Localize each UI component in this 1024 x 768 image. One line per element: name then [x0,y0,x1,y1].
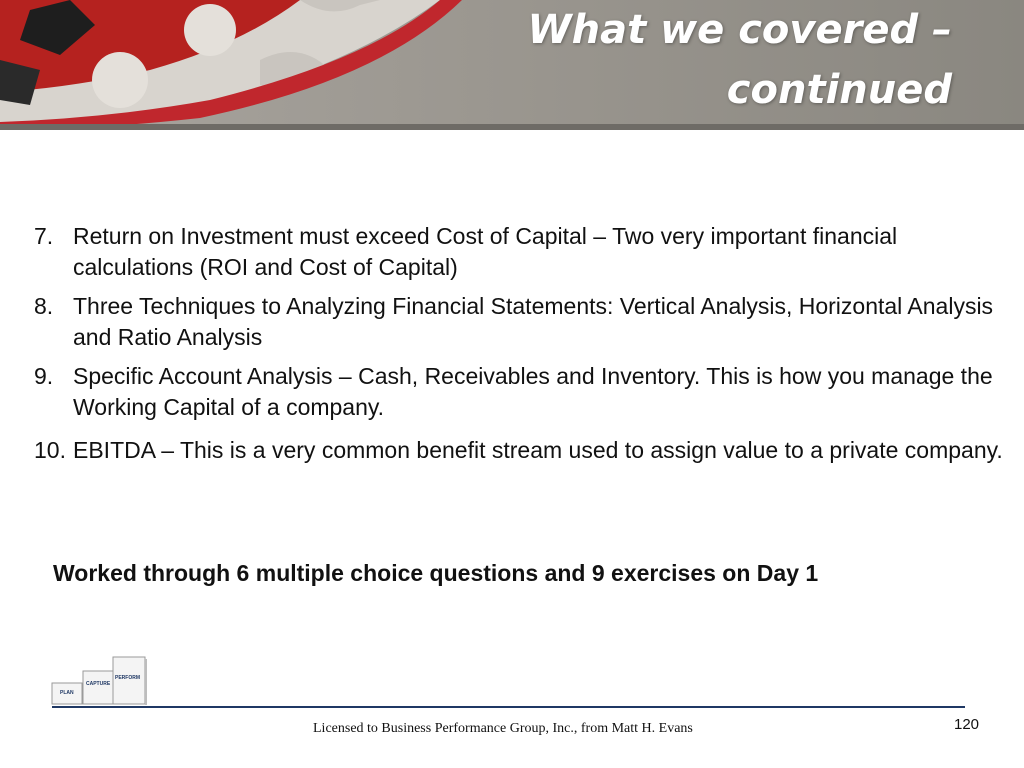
item-number: 7. [34,223,54,249]
item-number: 10. [34,437,66,463]
page-number: 120 [954,716,980,733]
item-number: 9. [34,363,54,389]
logo-step2: CAPTURE [86,681,111,687]
item-text: Specific Account Analysis – Cash, Receivables and Inventory. This is how you manage the Working Capital of a company. [73,363,993,420]
item-text: Return on Investment must exceed Cost of Capital – Two very important financial calculations (ROI and Cost of Capital) [73,223,898,280]
slide-title [352,0,952,120]
steps-logo-icon [50,655,150,705]
slide-title-line2: continued [726,67,952,113]
item-text: EBITDA – This is a very common benefit stream used to assign value to a private company. [73,437,1003,463]
plan-capture-perform-logo [50,655,150,705]
item-text: Three Techniques to Analyzing Financial Statements: Vertical Analysis, Horizontal Analysis and Ratio Analysis [73,293,994,350]
item-number: 8. [34,293,54,319]
logo-step3: PERFORM [115,675,140,681]
license-text: Licensed to Business Performance Group, Inc., from Matt H. Evans [313,721,693,736]
summary-text: Worked through 6 multiple choice questions and 9 exercises on Day 1 [53,560,819,586]
logo-step1: PLAN [60,690,74,696]
list-item [34,361,1004,423]
covered-topics-list [34,221,1004,474]
slide-title-line1: What we covered – [527,7,952,53]
list-item [34,221,1004,283]
list-item [34,291,1004,353]
footer-divider [52,706,965,708]
list-item [34,435,1004,466]
